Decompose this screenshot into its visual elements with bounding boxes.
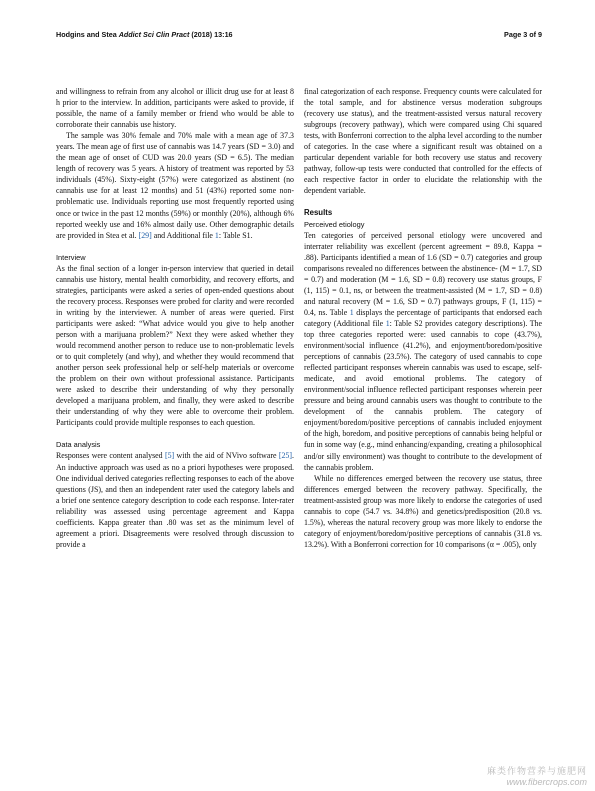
paragraph: final categorization of each response. Frequency counts were calculated for the total sample, and for abstinence versus moderation subgroups (recovery use status), and the treatment-assisted versus natural recovery subgroups (recovery pathway), which were compared using Chi squared tests, with Bonferroni correction to the alpha level according to the number of categories. In the case where a significant result was obtained on a particular dependent variable for both recovery use status and recovery pathway, follow-up tests were conducted that controlled for the effects of each respective factor in order to elucidate the relationship with the dependent variable. bbox=[304, 87, 542, 196]
page-number: Page 3 of 9 bbox=[504, 30, 542, 39]
paragraph-text: with the aid of NVivo software bbox=[174, 451, 279, 461]
paragraph-text: The sample was 30% female and 70% male with a mean age of 37.3 years. The mean age of first use of cannabis was 14.7 years (SD = 3.0) and the mean age of onset of CUD was 20.0 years (SD = 6.5). The median length of recovery was 5 years. A history of treatment was reported by 53 individuals (45%). Sixty-eight (57%) were categorized as abstinent (no cannabis use for at least 12 months) and 51 (43%) reported some non-problematic use. Individuals reporting use most frequently reported using once or twice in the past 12 months (59%) or monthly (20%), although 6% reported weekly use and 16% almost daily use. Other demographic details are provided in Stea et al. bbox=[56, 131, 294, 240]
paragraph-text: . An inductive approach was used as no a priori hypotheses were proposed. One individual derived categories reflecting responses to each of the above questions (JS), and then an independent rater used the category labels and a brief one sentence category description to code each response. Inter-rater reliability was assessed using percentage agreement and Kappa coefficients. Kappa greater than .80 was set as the minimum level of agreement a priori. Disagreements were resolved through discussion to provide a bbox=[56, 451, 294, 549]
paragraph bbox=[56, 450, 294, 549]
paragraph bbox=[56, 130, 294, 240]
watermark-site-name: 麻类作物营养与施肥网 bbox=[486, 766, 587, 776]
running-head-authors: Hodgins and Stea bbox=[56, 30, 119, 39]
left-column bbox=[56, 86, 294, 550]
subsection-heading-perceived-etiology: Perceived etiology bbox=[304, 219, 365, 229]
citation-link[interactable]: [25] bbox=[278, 451, 293, 461]
watermark bbox=[487, 764, 587, 787]
page-header bbox=[56, 30, 542, 44]
running-head bbox=[56, 30, 233, 39]
running-head-year: (2018) 13:16 bbox=[189, 30, 233, 39]
running-head-journal: Addict Sci Clin Pract bbox=[118, 30, 190, 39]
spacer bbox=[56, 241, 294, 252]
table-link[interactable]: 1 bbox=[349, 307, 354, 317]
section-heading-results: Results bbox=[304, 208, 333, 218]
paragraph: As the final section of a longer in-person interview that queried in detail cannabis use history, mental health comorbidity, and recovery efforts, and strategies, participants were asked a series of open-ended questions about the recovery process. Responses were probed for clarity and were recorded in writing by the interviewer. A number of areas were queried. First participants were asked: “What advice would you give to help another person with a marijuana problem?” Next they were asked whether they would recommend another person to reduce use to non-problematic levels or to quit completely (and why), and whether they would recommend that another person seek professional help or self-help materials or overcome the problem on their own without professional assistance. Participants were asked to describe their understanding of why they personally developed a marijuana problem, and finally, they were asked to describe their understanding of why they were able to overcome their problem. Participants could provide multiple responses to each question. bbox=[56, 263, 294, 428]
watermark-url: www.fibercrops.com bbox=[506, 777, 587, 787]
spacer bbox=[304, 196, 542, 207]
paragraph-text: : Table S1. bbox=[218, 230, 253, 240]
paragraph bbox=[304, 230, 542, 473]
spacer bbox=[56, 428, 294, 439]
additional-file-link[interactable]: 1 bbox=[214, 230, 219, 240]
section-heading-interview: Interview bbox=[56, 252, 86, 262]
right-column bbox=[304, 86, 542, 550]
citation-link[interactable]: [29] bbox=[138, 230, 152, 240]
paragraph-text: and Additional file bbox=[151, 230, 215, 240]
paragraph: While no differences emerged between the recovery use status, three differences emerged between the recovery pathway. Specifically, the treatment-assisted group was more likely to endorse the categories of used cannabis to cope (54.7 vs. 34.8%) and genetics/predisposition (20.8 vs. 1.5%), whereas the natural recovery group was more likely to endorse the category of enjoyment/boredom/positive perceptions of cannabis (31.8 vs. 13.2%). With a Bonferroni correction for 10 comparisons (α = .005), only bbox=[304, 473, 542, 549]
paragraph-text: Ten categories of perceived personal etiology were uncovered and interrater reliability was excellent (percent agreement = 89.8, Kappa = .88). Participants identified a mean of 1.6 (SD = 0.7) categories and group comparisons revealed no differences between the abstinence- (M = 1.7, SD = 0.7) and moderation (M = 1.6, SD = 0.8) recovery use status groups, F (1, 115) = 0.1, ns, or between the treatment-assisted (M = 1.7, SD = 0.8) and natural recovery (M = 1.6, SD = 0.7) pathways groups, F (1, 115) = 0.4, ns. Table bbox=[304, 230, 542, 317]
additional-file-link[interactable]: 1 bbox=[385, 318, 390, 328]
paragraph: and willingness to refrain from any alcohol or illicit drug use for at least 8 h prior to the interview. In addition, participants were asked to provide, if possible, the name of a family member or friend who would be able to corroborate their cannabis use history. bbox=[56, 87, 294, 130]
paragraph-text: Responses were content analysed bbox=[56, 451, 165, 461]
citation-link[interactable]: [5] bbox=[164, 451, 175, 461]
paragraph-text: : Table S2 provides category descriptions). The top three categories reported were: used cannabis to cope (43.7%), environment/social influence (41.2%), and enjoyment/boredom/positive perceptions of cannabis (23.5%). The category of used cannabis to cope reflected participant responses wherein cannabis was used to escape, self-medicate, and avoid emotional problems. The category of environment/social influence reflected participant responses wherein peer pressure and being around cannabis users was thought to contribute to the development of the cannabis problem. The category of enjoyment/boredom/positive perceptions of cannabis included enjoyment of the high, boredom, and positive perceptions of cannabis being helpful or fun in some way (e.g., mind enhancing/expanding, creating a philosophical and/or silly environment) was thought to contribute to the development of the cannabis problem. bbox=[304, 318, 542, 472]
section-heading-data-analysis: Data analysis bbox=[56, 440, 101, 450]
paragraph-text: displays the percentage of participants that endorsed each category (Additional file bbox=[304, 307, 542, 328]
